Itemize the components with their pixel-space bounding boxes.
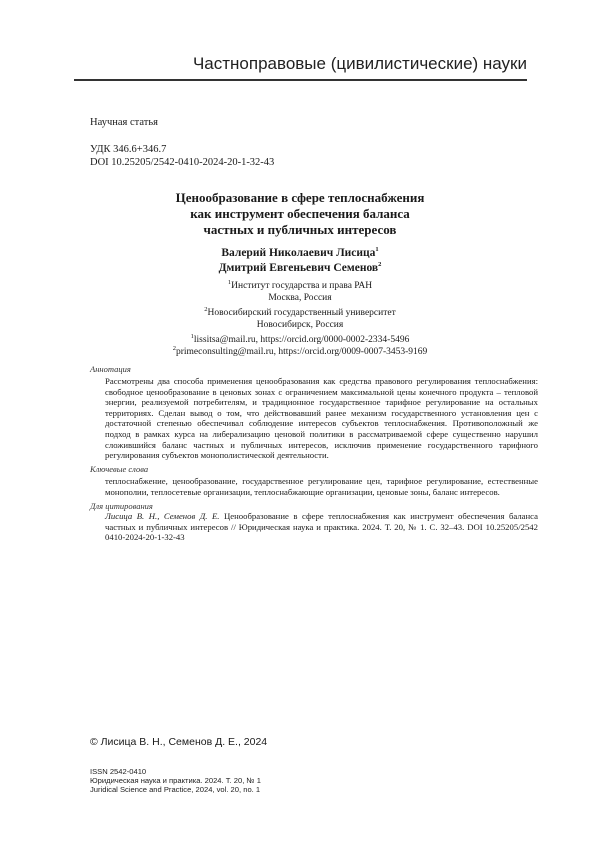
contact-1: [140, 334, 460, 346]
affiliation-2-sup: 2: [204, 305, 208, 313]
journal-ru: Юридическая наука и практика. 2024. Т. 20, № 1: [90, 776, 261, 786]
title-line-1: Ценообразование в сфере теплоснабжения: [175, 190, 425, 205]
abstract-text: Рассмотрены два способа применения ценообразования как средства правового регулирования теплоснабжения: свободное ценообразование в ценовых зонах с ограничением максимальной цены конечного продукта – тепловой энергии, реализуемой потребителям, и традиционное государственное тарифное регулирование на остальных территориях. Сделан вывод о том, что действовавший ранее механизм государственного установления цен с достаточной степенью обеспечивал соблюдение интересов субъектов теплоснабжения. Противоположный же подход в рамках курса на либерализацию ценовой политики в рассматриваемой сфере существенно нарушил сложившийся баланс частных и публичных интересов, исключив применение государственного тарифного регулирования субъектов монополистической деятельности.: [105, 376, 538, 461]
author-2: [150, 261, 450, 276]
contact-2-text: primeconsulting@mail.ru, https://orcid.org/0009-0007-3453-9169: [175, 347, 428, 357]
affiliation-1-org: Институт государства и права РАН: [231, 281, 373, 291]
copyright: © Лисица В. Н., Семенов Д. Е., 2024: [90, 736, 268, 748]
title-line-2: как инструмент обеспечения баланса: [190, 206, 410, 221]
journal-en: Juridical Science and Practice, 2024, vol. 20, no. 1: [90, 785, 261, 795]
keywords-label: Ключевые слова: [90, 464, 149, 474]
author-2-sup: 2: [378, 261, 382, 269]
citation-body: Ценообразование в сфере теплоснабжения как инструмент обеспечения баланса частных и публичных интересов // Юридическая наука и практика. 2024. Т. 20, № 1. С. 32–43. DOI 10.25205/2542 0410-2024-20-1-32-43: [105, 511, 538, 543]
citation-authors: Лисица В. Н., Семенов Д. Е.: [105, 511, 220, 521]
article-title: [150, 190, 450, 238]
affiliation-2-org: Новосибирский государственный университет: [207, 308, 396, 318]
keywords-text: теплоснабжение, ценообразование, государственное регулирование цен, тарифное регулирование, естественные монополии, теплосетевые организации, теплоснабжающие организации, ценовые зоны, баланс интересов.: [105, 476, 538, 497]
affiliation-2-city: Новосибирск, Россия: [256, 320, 344, 330]
contact-2: [140, 346, 460, 358]
contact-1-sup: 1: [190, 332, 194, 340]
affiliation-1-sup: 1: [227, 278, 232, 286]
affiliation-1: [140, 280, 460, 304]
author-1-name: Валерий Николаевич Лисица: [221, 247, 376, 259]
author-contacts: [140, 334, 460, 358]
section-header-title: Частноправовые (цивилистические) науки: [192, 54, 527, 73]
author-2-name: Дмитрий Евгеньевич Семенов: [218, 262, 379, 274]
citation-label: Для цитирования: [90, 501, 153, 511]
authors: [150, 246, 450, 276]
affiliation-1-city: Москва, Россия: [268, 293, 332, 303]
contact-1-text: lissitsa@mail.ru, https://orcid.org/0000-0002-2334-5496: [193, 335, 410, 345]
citation-text: [105, 511, 538, 543]
abstract-label: Аннотация: [90, 364, 131, 374]
affiliation-2: [140, 307, 460, 331]
doi: DOI 10.25205/2542-0410-2024-20-1-32-43: [90, 157, 275, 168]
author-1-sup: 1: [375, 246, 379, 254]
header-rule: [74, 79, 527, 81]
author-1: [150, 246, 450, 261]
issn: ISSN 2542-0410: [90, 767, 147, 776]
contact-2-sup: 2: [172, 344, 176, 352]
udk-code: УДК 346.6+346.7: [90, 144, 167, 155]
journal-info: [90, 767, 261, 795]
title-line-3: частных и публичных интересов: [203, 222, 397, 237]
article-type: Научная статья: [90, 117, 158, 128]
